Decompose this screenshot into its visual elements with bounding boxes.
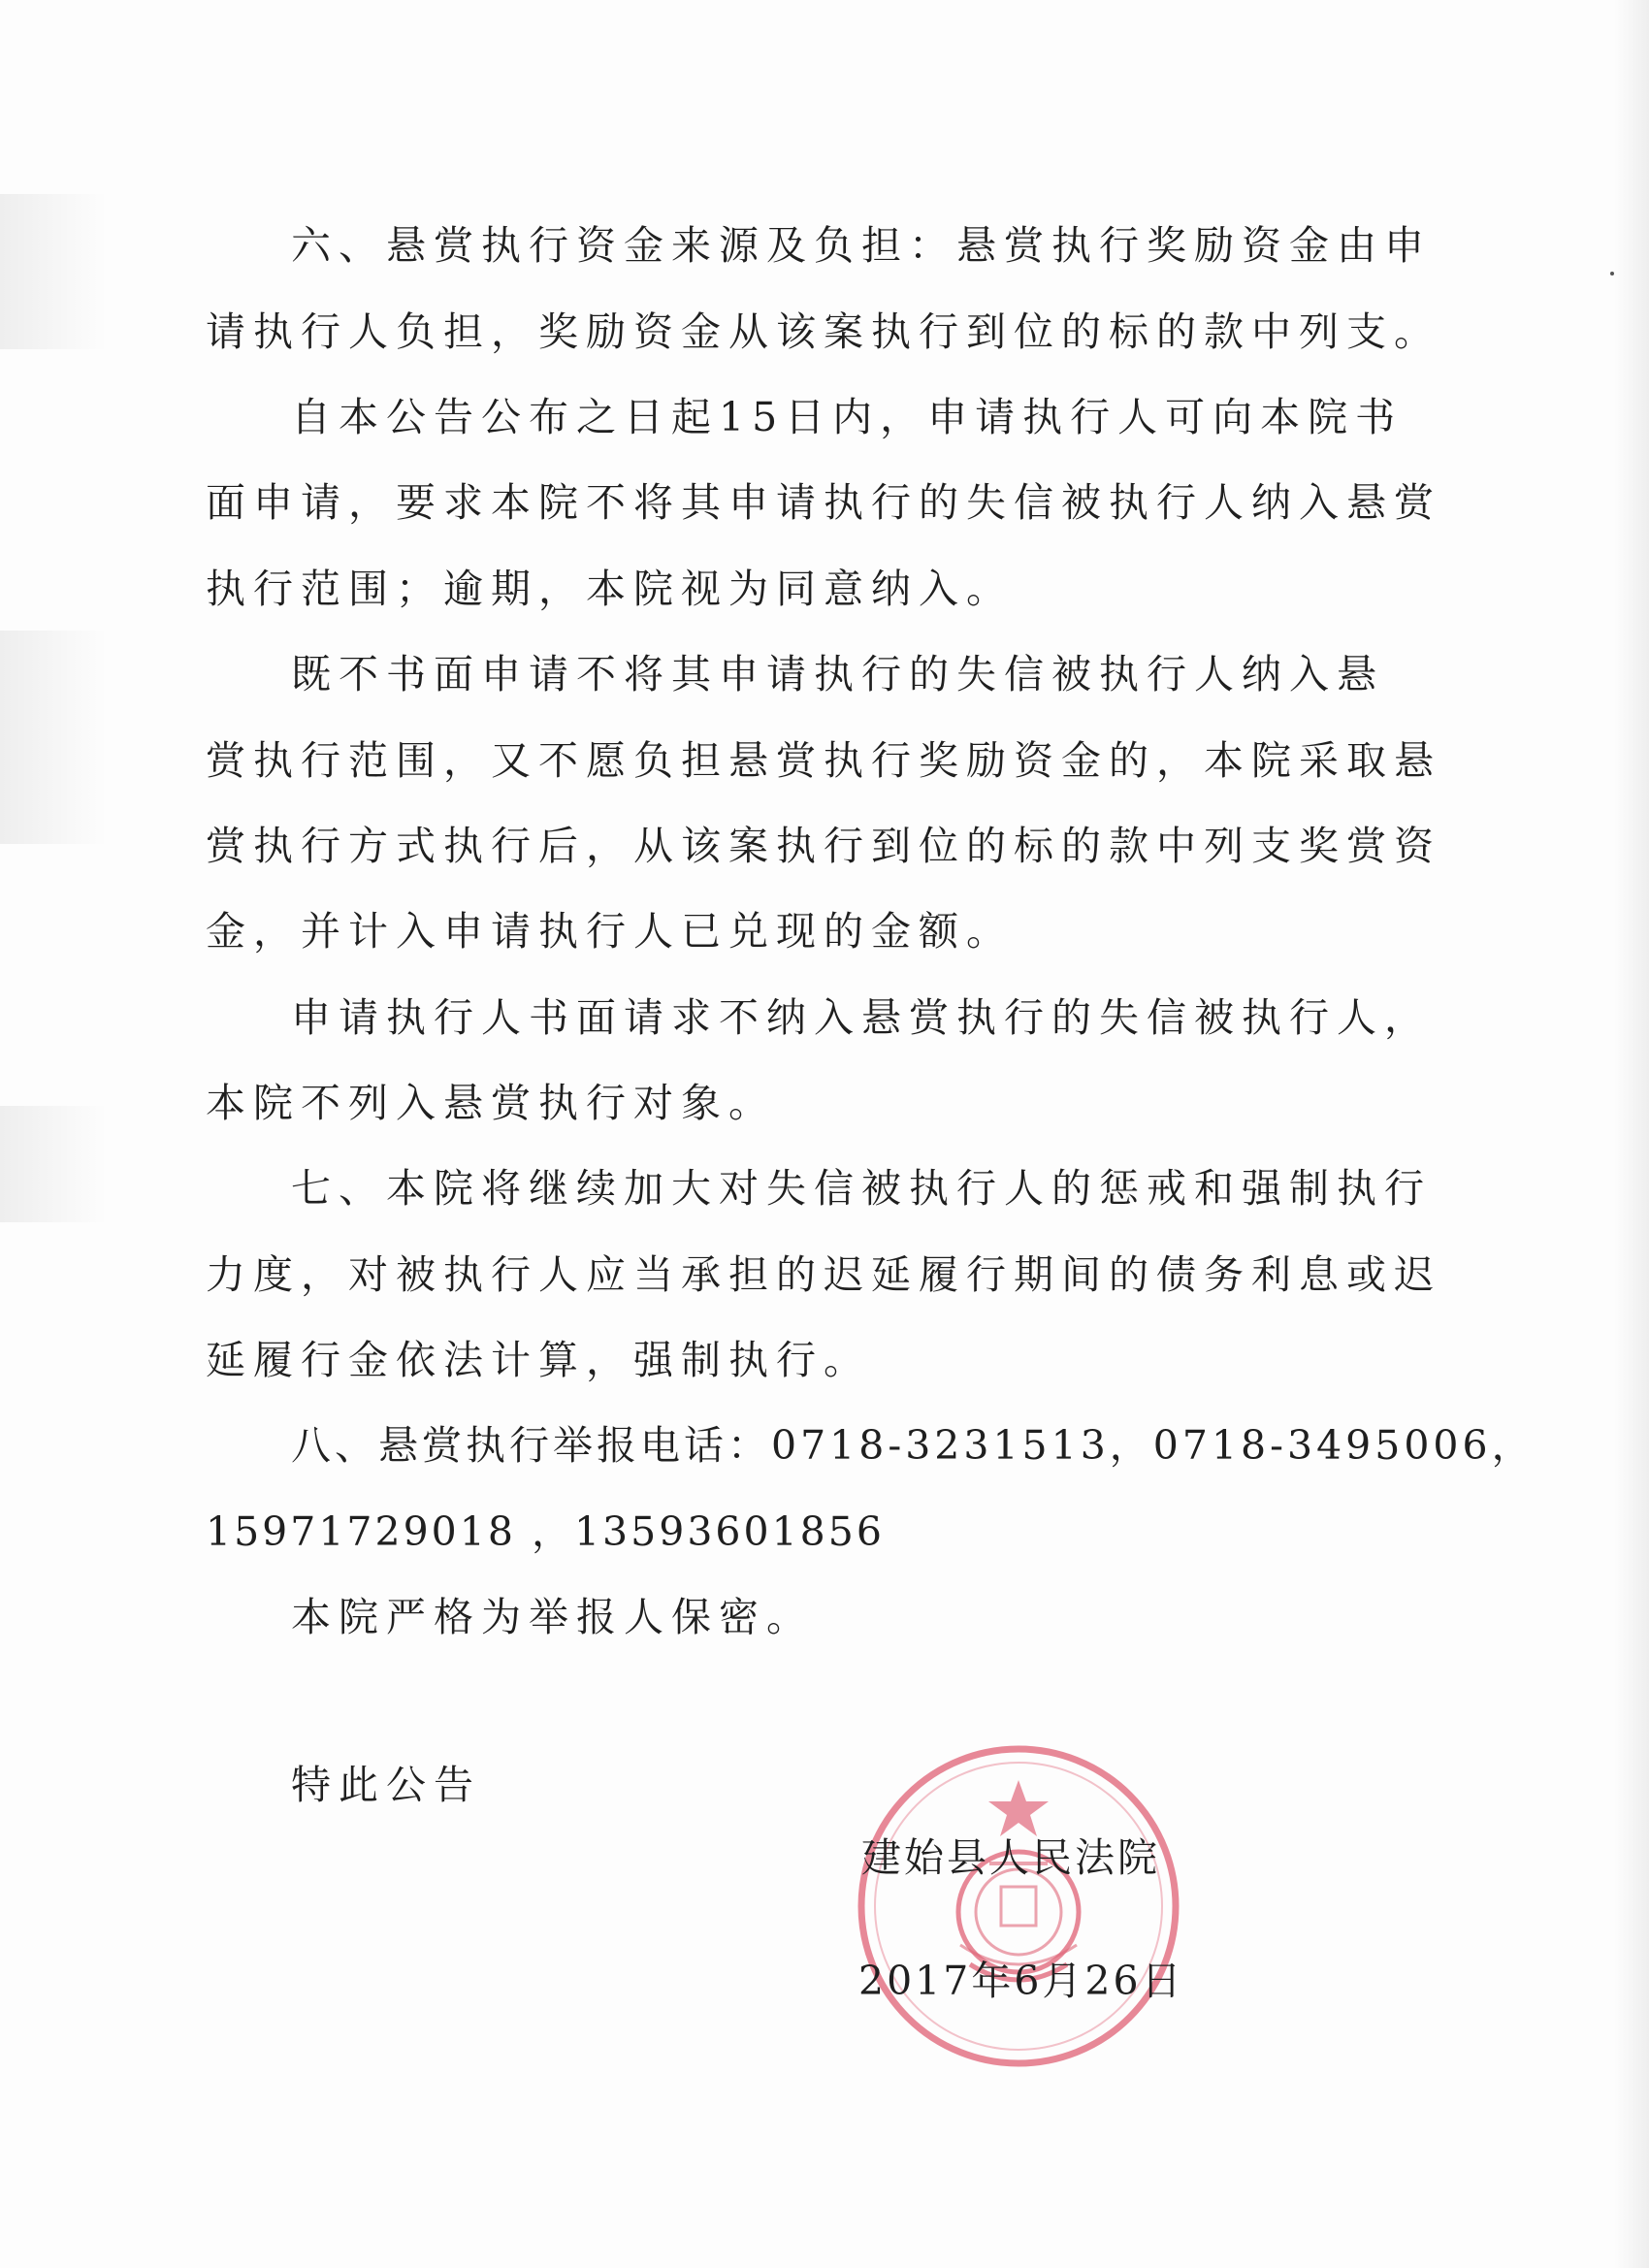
paragraph-self-line-2: 面申请，要求本院不将其申请执行的失信被执行人纳入悬赏: [206, 479, 1441, 526]
paragraph-secret-line-1: 本院严格为举报人保密。: [291, 1594, 814, 1640]
paragraph-8-line-2: 15971729018 ，13593601856: [206, 1508, 885, 1555]
paragraph-self-line-3: 执行范围；逾期，本院视为同意纳入。: [206, 566, 1014, 612]
paragraph-neither-line-3: 赏执行方式执行后，从该案执行到位的标的款中列支奖赏资: [206, 823, 1441, 869]
paragraph-request-line-1: 申请执行人书面请求不纳入悬赏执行的失信被执行人，: [291, 994, 1432, 1041]
paragraph-7-line-2: 力度，对被执行人应当承担的迟延履行期间的债务利息或迟: [206, 1251, 1441, 1298]
paragraph-request-line-2: 本院不列入悬赏执行对象。: [206, 1080, 776, 1126]
paragraph-6-line-2: 请执行人负担，奖励资金从该案执行到位的标的款中列支。: [206, 308, 1441, 355]
paragraph-7-line-3: 延履行金依法计算，强制执行。: [206, 1337, 871, 1383]
paragraph-neither-line-2: 赏执行范围，又不愿负担悬赏执行奖励资金的，本院采取悬: [206, 737, 1441, 784]
scan-shadow-edge: [1614, 0, 1649, 2268]
closing-text: 特此公告: [291, 1762, 481, 1808]
court-seal-icon: [854, 1741, 1183, 2071]
paragraph-6-line-1: 六、悬赏执行资金来源及负担：悬赏执行奖励资金由申: [291, 222, 1432, 269]
scan-smudge: [0, 194, 107, 349]
signature-date: 2017年6月26日: [858, 1958, 1184, 2004]
paragraph-8-line-1: 八、悬赏执行举报电话：0718-3231513，0718-3495006，: [291, 1422, 1536, 1469]
paragraph-7-line-1: 七、本院将继续加大对失信被执行人的惩戒和强制执行: [291, 1165, 1432, 1212]
scan-smudge: [0, 631, 107, 844]
paragraph-self-line-1: 自本公告公布之日起15日内，申请执行人可向本院书: [291, 394, 1404, 440]
paragraph-neither-line-4: 金，并计入申请执行人已兑现的金额。: [206, 908, 1014, 955]
signature-court-name: 建始县人民法院: [861, 1834, 1160, 1881]
scan-speck: [1610, 272, 1614, 275]
paragraph-neither-line-1: 既不书面申请不将其申请执行的失信被执行人纳入悬: [291, 651, 1384, 697]
scan-smudge: [0, 1106, 107, 1222]
